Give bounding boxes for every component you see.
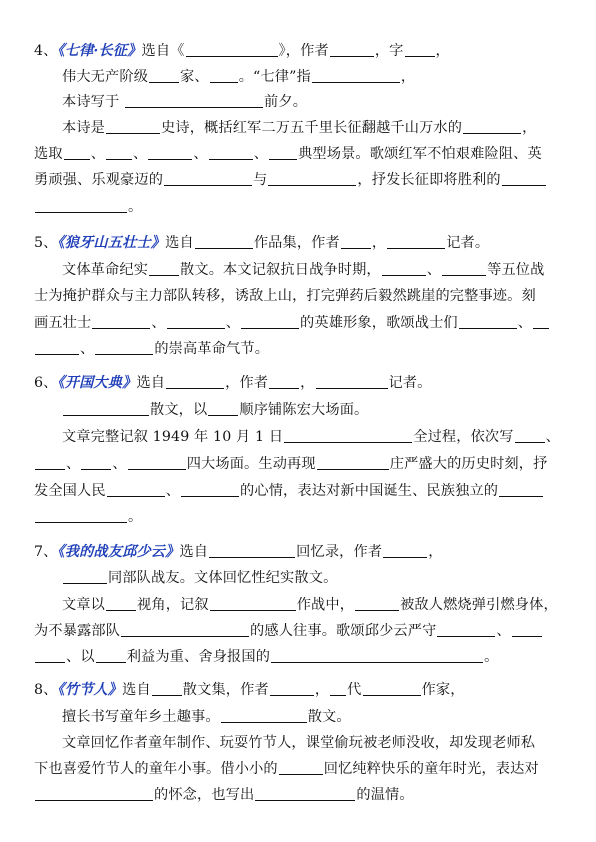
question-5-line-2: [62, 259, 596, 281]
question-5-line-1: [34, 232, 596, 254]
answer-blank[interactable]: [92, 313, 150, 329]
answer-blank[interactable]: [330, 41, 374, 57]
answer-blank[interactable]: [106, 144, 132, 160]
question-number: 7、: [34, 544, 58, 560]
text-segment: 散文，以: [150, 402, 208, 418]
question-8-line-5: [34, 784, 596, 806]
text-segment: 视角，记叙: [137, 597, 209, 613]
text-segment: 庄严盛大的历史时刻，抒: [389, 456, 548, 472]
answer-blank[interactable]: [148, 144, 192, 160]
text-segment: ，: [300, 375, 315, 391]
question-6-line-5: [34, 480, 596, 502]
answer-blank[interactable]: [209, 144, 253, 160]
answer-blank[interactable]: [149, 67, 179, 83]
answer-blank[interactable]: [208, 400, 238, 416]
text-segment: 前夕。: [264, 94, 308, 110]
answer-blank[interactable]: [164, 170, 252, 186]
question-8-line-3: [62, 732, 596, 754]
question-7-line-1: [34, 541, 596, 563]
text-segment: 同部队战友。文体回忆性纪实散文。: [108, 570, 338, 586]
answer-blank[interactable]: [502, 170, 546, 186]
question-8-line-4: [34, 758, 596, 780]
text-segment: 、: [80, 341, 95, 357]
text-segment: ，: [314, 682, 330, 698]
answer-blank[interactable]: [316, 373, 388, 389]
answer-blank[interactable]: [221, 707, 307, 723]
question-title: 《七律·长征》: [57, 43, 142, 59]
question-number: 8、: [34, 682, 58, 698]
text-segment: 。: [128, 199, 143, 215]
answer-blank[interactable]: [442, 260, 486, 276]
question-6-line-2: [62, 399, 596, 421]
text-segment: 回忆纯粹快乐的童年时光，表达对: [323, 761, 539, 777]
text-segment: 的怀念，也写出: [154, 787, 255, 803]
text-segment: 选自: [122, 682, 151, 698]
text-segment: 的感人往事。歌颂邱少云严守: [250, 623, 437, 639]
text-segment: 的英雄形象，歌颂战士们: [300, 315, 458, 331]
question-7-line-3: [62, 594, 596, 616]
text-segment: 散文。: [307, 709, 351, 725]
answer-blank[interactable]: [341, 233, 371, 249]
text-segment: 、: [165, 483, 181, 499]
answer-blank[interactable]: [35, 339, 79, 355]
text-segment: ，: [522, 120, 537, 136]
text-segment: 文章完整记叙 1949 年 10 月 1 日: [62, 429, 284, 445]
text-segment: 、: [66, 456, 81, 472]
text-segment: ，: [371, 235, 387, 251]
text-segment: 、: [90, 146, 106, 162]
answer-blank[interactable]: [128, 454, 186, 470]
answer-blank[interactable]: [107, 481, 165, 497]
answer-blank[interactable]: [210, 67, 238, 83]
question-6-line-3: [62, 426, 596, 448]
answer-blank[interactable]: [63, 400, 149, 416]
text-segment: 、: [225, 315, 241, 331]
answer-blank[interactable]: [35, 197, 127, 213]
text-segment: 。: [484, 649, 499, 665]
answer-blank[interactable]: [317, 454, 389, 470]
question-4-line-2: [62, 66, 596, 88]
text-segment: 文章以: [62, 597, 106, 613]
answer-blank[interactable]: [499, 481, 543, 497]
question-7-line-5: [34, 646, 596, 668]
text-segment: 本诗是: [62, 120, 106, 136]
answer-blank[interactable]: [312, 67, 400, 83]
text-segment: ，: [435, 43, 450, 59]
answer-blank[interactable]: [269, 373, 299, 389]
question-title: 《狼牙山五壮士》: [57, 235, 166, 251]
text-segment: 、: [112, 456, 127, 472]
answer-blank[interactable]: [383, 542, 427, 558]
answer-blank[interactable]: [382, 260, 426, 276]
text-segment: 利益为重、舍身报国的: [126, 649, 271, 665]
answer-blank[interactable]: [515, 427, 545, 443]
text-segment: 散文。本文记叙抗日战争时期，: [180, 262, 381, 278]
text-segment: 作战中，: [296, 597, 355, 613]
text-segment: 全过程，依次写: [413, 429, 514, 445]
question-4-line-3: [62, 91, 596, 113]
text-segment: ，: [428, 544, 443, 560]
question-7-line-4: [34, 620, 596, 642]
answer-blank[interactable]: [241, 313, 299, 329]
answer-blank[interactable]: [363, 680, 421, 696]
answer-blank[interactable]: [533, 313, 549, 329]
answer-blank[interactable]: [195, 233, 253, 249]
text-segment: 为不暴露部队: [34, 623, 121, 639]
question-8-line-1: [34, 679, 596, 701]
text-segment: 四大场面。生动再现: [186, 456, 316, 472]
text-segment: 、: [151, 315, 166, 331]
text-segment: 、: [193, 146, 208, 162]
answer-blank[interactable]: [96, 647, 126, 663]
answer-blank[interactable]: [270, 680, 314, 696]
answer-blank[interactable]: [64, 144, 90, 160]
text-segment: 作品集，作者: [253, 235, 340, 251]
answer-blank[interactable]: [35, 785, 153, 801]
text-segment: 史诗，概括红军二万五千里长征翻越千山万水的: [161, 120, 463, 136]
answer-blank[interactable]: [125, 92, 263, 108]
answer-blank[interactable]: [181, 481, 239, 497]
text-segment: 发全国人民: [34, 483, 106, 499]
answer-blank[interactable]: [355, 595, 399, 611]
text-segment: 记者。: [446, 235, 490, 251]
text-segment: 擅长书写童年乡土趣事。: [62, 709, 220, 725]
answer-blank[interactable]: [279, 759, 323, 775]
text-segment: ，字: [374, 43, 404, 59]
answer-blank[interactable]: [209, 542, 295, 558]
answer-blank[interactable]: [35, 507, 127, 523]
text-segment: 的崇高革命气节。: [154, 341, 270, 357]
question-4-line-6: [34, 169, 596, 191]
answer-blank[interactable]: [35, 454, 65, 470]
text-segment: 勇顽强、乐观豪迈的: [34, 172, 164, 188]
answer-blank[interactable]: [121, 621, 249, 637]
text-segment: 。“七律”指: [238, 69, 311, 85]
text-segment: 文体革命纪实: [62, 262, 149, 278]
answer-blank[interactable]: [405, 41, 435, 57]
answer-blank[interactable]: [63, 568, 107, 584]
text-segment: 、: [426, 262, 442, 278]
text-segment: 代: [347, 682, 362, 698]
text-segment: 、: [133, 146, 148, 162]
text-segment: 、: [253, 146, 269, 162]
answer-blank[interactable]: [387, 233, 445, 249]
text-segment: 典型场景。歌颂红军不怕艰难险阻、英: [298, 146, 542, 162]
question-4-line-5: [34, 143, 596, 165]
question-5-line-4: [34, 312, 596, 334]
answer-blank[interactable]: [459, 313, 517, 329]
question-7-line-2: [62, 567, 596, 589]
question-4-line-1: [34, 40, 596, 62]
text-segment: 顺序铺陈宏大场面。: [239, 402, 369, 418]
text-segment: 下也喜爱竹节人的童年小事。借小小的: [34, 761, 278, 777]
answer-blank[interactable]: [149, 260, 179, 276]
text-segment: ，作者: [225, 375, 269, 391]
answer-blank[interactable]: [95, 339, 153, 355]
question-6-line-1: [34, 372, 596, 394]
text-segment: 文章回忆作者童年制作、玩耍竹节人，课堂偷玩被老师没收，却发现老师私: [62, 735, 536, 751]
text-segment: 记者。: [388, 375, 432, 391]
question-6-line-6: [34, 506, 596, 528]
text-segment: 回忆录，作者: [296, 544, 383, 560]
answer-blank[interactable]: [152, 680, 182, 696]
question-4-line-7: [34, 196, 596, 218]
question-number: 6、: [34, 375, 58, 391]
text-segment: 选取: [34, 146, 63, 162]
text-segment: 选自: [165, 235, 194, 251]
text-segment: 》，作者: [278, 43, 329, 59]
text-segment: 、: [496, 623, 511, 639]
answer-blank[interactable]: [271, 647, 483, 663]
text-segment: 、: [517, 315, 533, 331]
text-segment: 作家，: [421, 682, 465, 698]
question-title: 《竹节人》: [57, 682, 123, 698]
question-4-line-4: [62, 117, 596, 139]
question-8-line-2: [62, 706, 596, 728]
text-segment: 士为掩护群众与主力部队转移，诱敌上山，打完弹药后毅然跳崖的完整事迹。刻: [34, 288, 536, 304]
answer-blank[interactable]: [463, 118, 521, 134]
answer-blank[interactable]: [106, 118, 160, 134]
text-segment: 伟大无产阶级: [62, 69, 149, 85]
question-5-line-5: [34, 338, 596, 360]
question-6-line-4: [34, 453, 596, 475]
text-segment: 、以: [66, 649, 95, 665]
answer-blank[interactable]: [284, 427, 412, 443]
answer-blank[interactable]: [35, 647, 65, 663]
text-segment: ，: [400, 69, 416, 85]
answer-blank[interactable]: [512, 621, 542, 637]
text-segment: 本诗写于: [62, 94, 125, 110]
text-segment: 画五壮士: [34, 315, 92, 331]
text-segment: 选自《: [141, 43, 185, 59]
answer-blank[interactable]: [186, 41, 278, 57]
answer-blank[interactable]: [255, 785, 355, 801]
text-segment: 被敌人燃烧弹引燃身体，: [400, 597, 558, 613]
answer-blank[interactable]: [81, 454, 111, 470]
answer-blank[interactable]: [437, 621, 495, 637]
question-title: 《开国大典》: [57, 375, 137, 391]
text-segment: 散文集，作者: [182, 682, 269, 698]
text-segment: 家、: [180, 69, 209, 85]
question-title: 《我的战友邱少云》: [57, 544, 180, 560]
answer-blank[interactable]: [269, 144, 297, 160]
question-number: 5、: [34, 235, 58, 251]
text-segment: ，抒发长征即将胜利的: [357, 172, 501, 188]
answer-blank[interactable]: [167, 313, 225, 329]
answer-blank[interactable]: [166, 373, 224, 389]
text-segment: 等五位战: [487, 262, 545, 278]
text-segment: 、: [545, 429, 560, 445]
answer-blank[interactable]: [106, 595, 136, 611]
answer-blank[interactable]: [268, 170, 356, 186]
text-segment: 的温情。: [356, 787, 414, 803]
text-segment: 的心情，表达对新中国诞生、民族独立的: [240, 483, 499, 499]
text-segment: 选自: [136, 375, 166, 391]
question-5-line-3: [34, 285, 596, 307]
text-segment: 选自: [179, 544, 209, 560]
text-segment: 与: [253, 172, 268, 188]
text-segment: 。: [128, 509, 143, 525]
question-number: 4、: [34, 43, 58, 59]
answer-blank[interactable]: [210, 595, 296, 611]
answer-blank[interactable]: [330, 680, 346, 696]
